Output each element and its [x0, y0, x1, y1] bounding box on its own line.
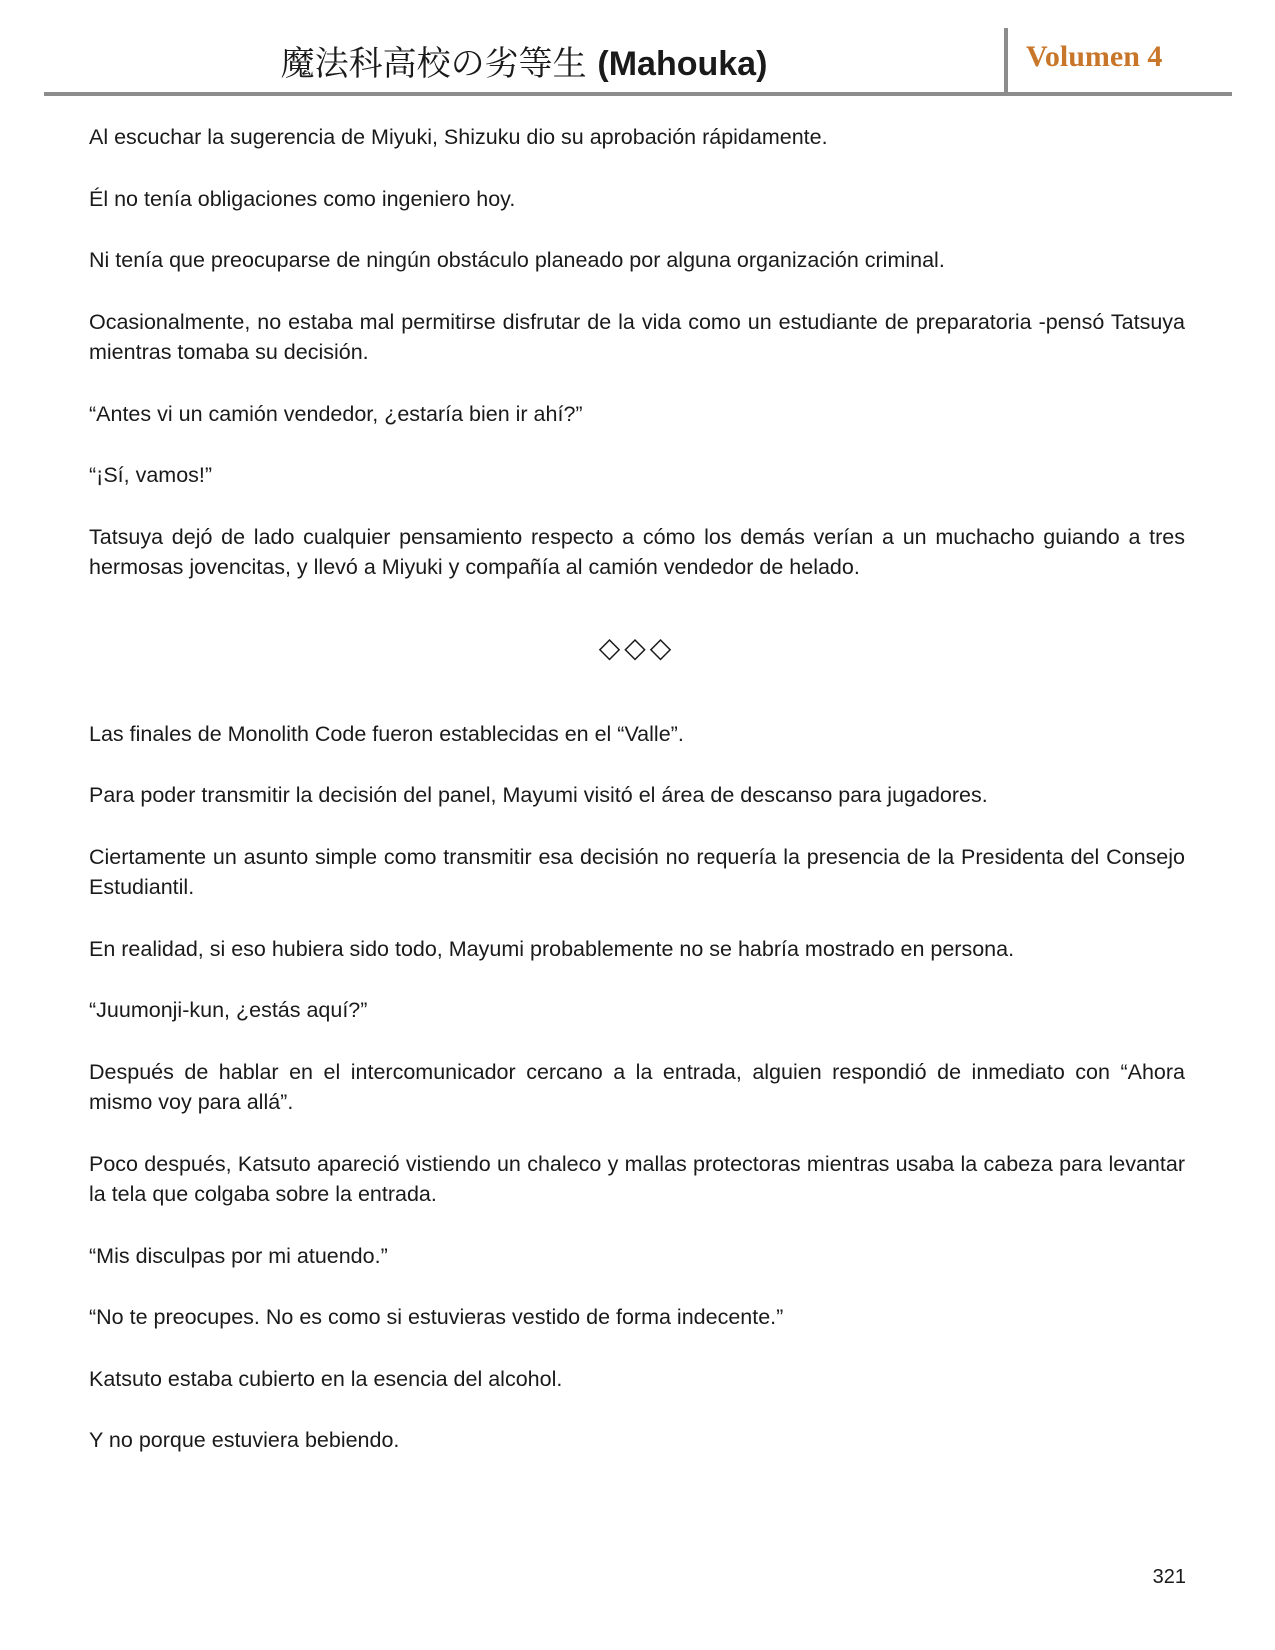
- header-title-japanese: 魔法科高校の劣等生: [280, 44, 587, 84]
- header-rule: [44, 92, 1232, 96]
- paragraph: Él no tenía obligaciones como ingeniero hoy.: [89, 186, 516, 211]
- page-number: 321: [1152, 1566, 1186, 1588]
- header-title: [44, 36, 1004, 85]
- paragraph: Poco después, Katsuto apareció vistiendo un chaleco y mallas protectoras mientras usaba la cabeza para levantar la tela que colgaba sobre la entrada.: [89, 1151, 1185, 1206]
- paragraph: Las finales de Monolith Code fueron establecidas en el “Valle”.: [89, 721, 684, 746]
- header-title-latin: (Mahouka): [597, 45, 768, 83]
- paragraph: “¡Sí, vamos!”: [89, 463, 213, 487]
- scene-break-separator: ◇◇◇: [598, 630, 676, 664]
- paragraph: “Antes vi un camión vendedor, ¿estaría bien ir ahí?”: [89, 401, 583, 426]
- paragraph: En realidad, si eso hubiera sido todo, Mayumi probablemente no se habría mostrado en persona.: [89, 936, 1015, 961]
- paragraph: “Juumonji-kun, ¿estás aquí?”: [89, 998, 368, 1022]
- page-body: [89, 122, 1185, 1487]
- page-header: [44, 28, 1232, 94]
- paragraph: Para poder transmitir la decisión del panel, Mayumi visitó el área de descanso para jugadores.: [89, 783, 988, 807]
- volume-label: Volumen 4: [1026, 40, 1163, 73]
- paragraph: Ni tenía que preocuparse de ningún obstáculo planeado por alguna organización criminal.: [89, 248, 945, 272]
- paragraph: Katsuto estaba cubierto en la esencia del alcohol.: [89, 1366, 563, 1391]
- paragraph: “No te preocupes. No es como si estuvieras vestido de forma indecente.”: [89, 1305, 784, 1329]
- header-divider: [1004, 28, 1008, 94]
- paragraph: Ocasionalmente, no estaba mal permitirse disfrutar de la vida como un estudiante de preparatoria -pensó Tatsuya mientras tomaba su decisión.: [89, 309, 1185, 364]
- paragraph: “Mis disculpas por mi atuendo.”: [89, 1243, 388, 1268]
- paragraph: Y no porque estuviera bebiendo.: [89, 1428, 400, 1452]
- paragraph: Tatsuya dejó de lado cualquier pensamiento respecto a cómo los demás verían a un muchacho guiando a tres hermosas jovencitas, y llevó a Miyuki y compañía al camión vendedor de helado.: [89, 524, 1185, 579]
- paragraph: Al escuchar la sugerencia de Miyuki, Shizuku dio su aprobación rápidamente.: [89, 125, 828, 149]
- paragraph: Ciertamente un asunto simple como transmitir esa decisión no requería la presencia de la Presidenta del Consejo Estudiantil.: [89, 844, 1185, 899]
- paragraph: Después de hablar en el intercomunicador cercano a la entrada, alguien respondió de inmediato con “Ahora mismo voy para allá”.: [89, 1059, 1185, 1114]
